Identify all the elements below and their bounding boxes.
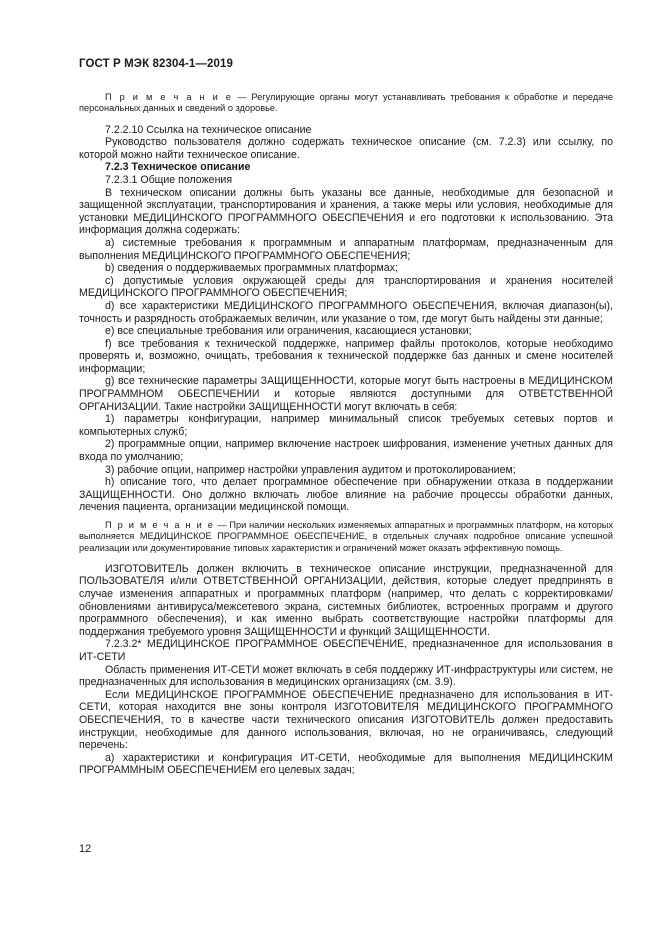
- note-label: П р и м е ч а н и е: [105, 92, 233, 102]
- paragraph: В техническом описании должны быть указаны все данные, необходимые для безопасной и защищенной эксплуатации, транспортирования и хранения, а также меры или условия, необходимые для установки МЕДИЦИНСКОГО ПРОГРАММНОГО ОБЕСПЕЧЕНИЯ и его подготовки к использованию. Эта информация должна содержать:: [79, 186, 613, 237]
- paragraph: Область применения ИТ-СЕТИ может включать в себя поддержку ИТ-инфраструктуры или систем, не предназначенных для использования в медицинских организациях (см. 3.9).: [79, 663, 613, 689]
- note-text: — При наличии нескольких изменяемых аппаратных и программных платформ, на которых выполняется МЕДИЦИНСКОЕ ПРОГРАММНОЕ ОБЕСПЕЧЕНИЕ, в отдельных случаях подробное описание успешной реализации или документирование типовых характеристик и ограничений может оказать эффективную помощь.: [79, 520, 613, 553]
- section-heading: 7.2.2.10 Ссылка на техническое описание: [105, 123, 312, 136]
- list-subitem: 3) рабочие опции, например настройки управления аудитом и протоколированием;: [105, 463, 516, 476]
- list-item: c) допустимые условия окружающей среды для транспортирования и хранения носителей МЕДИЦИНСКОГО ПРОГРАММНОГО ОБЕСПЕЧЕНИЯ;: [79, 274, 613, 300]
- document-header: ГОСТ Р МЭК 82304-1—2019: [79, 58, 233, 70]
- section-heading-bold: 7.2.3 Техническое описание: [105, 161, 251, 174]
- list-item: h) описание того, что делает программное обеспечение при обнаружении отказа в поддержании ЗАЩИЩЕННОСТИ. Оно должно включать любое влияние на рабочие процессы обработки данных, лечения пациента, организации медицинской помощи.: [79, 476, 613, 514]
- list-item: b) сведения о поддерживаемых программных платформах;: [105, 262, 398, 275]
- paragraph: ИЗГОТОВИТЕЛЬ должен включить в техническое описание инструкции, предназначенной для ПОЛЬЗОВАТЕЛЯ и/или ОТВЕТСТВЕННОЙ ОРГАНИЗАЦИИ, действия, которые следует предпринять в случае изменения аппаратных и программных платформ (например, что делать с корректировками/обновлениями антивируса/межсетевого экрана, системных библиотек, встроенных программ и другого программного обеспечения), и как именно выбрать соответствующие настройки платформы для поддержания требуемого уровня ЗАЩИЩЕННОСТИ и функций ЗАЩИЩЕННОСТИ.: [79, 562, 613, 638]
- list-item: а) системные требования к программным и аппаратным платформам, предназначенным для выполнения МЕДИЦИНСКОГО ПРОГРАММНОГО ОБЕСПЕЧЕНИЯ;: [79, 236, 613, 262]
- list-item: g) все технические параметры ЗАЩИЩЕННОСТИ, которые могут быть настроены в МЕДИЦИНСКОМ ПРОГРАММНОМ ОБЕСПЕЧЕНИИ и которые являются доступными для ОТВЕТСТВЕННОЙ ОРГАНИЗАЦИИ. Такие настройки ЗАЩИЩЕННОСТИ могут включать в себя:: [79, 375, 613, 413]
- paragraph: Руководство пользователя должно содержать техническое описание (см. 7.2.3) или ссылку, по которой можно найти техническое описание.: [79, 136, 613, 161]
- list-item: e) все специальные требования или ограничения, касающиеся установки;: [105, 325, 472, 338]
- section-heading: 7.2.3.1 Общие положения: [105, 173, 233, 186]
- paragraph: Если МЕДИЦИНСКОЕ ПРОГРАММНОЕ ОБЕСПЕЧЕНИЕ предназначено для использования в ИТ-СЕТИ, которая находится вне зоны контроля ИЗГОТОВИТЕЛЯ МЕДИЦИНСКОГО ПРОГРАММНОГО ОБЕСПЕЧЕНИЯ, то в качестве части технического описания ИЗГОТОВИТЕЛЬ должен предоставить инструкции, необходимые для данного использования, включая, но не ограничиваясь, следующий перечень:: [79, 688, 613, 752]
- list-item: а) характеристики и конфигурация ИТ-СЕТИ, необходимые для выполнения МЕДИЦИНСКИМ ПРОГРАММНЫМ ОБЕСПЕЧЕНИЕМ его целевых задач;: [79, 751, 613, 777]
- section-heading: 7.2.3.2* МЕДИЦИНСКОЕ ПРОГРАММНОЕ ОБЕСПЕЧЕНИЕ, предназначенное для использования в ИТ-СЕТИ: [79, 638, 613, 664]
- list-item: d) все характеристики МЕДИЦИНСКОГО ПРОГРАММНОГО ОБЕСПЕЧЕНИЯ, включая диапазон(ы), точность и разрядность отображаемых величин, или указание о том, где могут быть найдены эти данные;: [79, 299, 613, 325]
- note-platforms: [79, 520, 613, 554]
- page-number: 12: [79, 843, 92, 855]
- document-body: [79, 92, 613, 777]
- list-item: f) все требования к технической поддержке, например файлы протоколов, которые необходимо проверять и, возможно, очищать, требования к технической поддержке баз данных и смене носителей информации;: [79, 337, 613, 375]
- list-subitem: 2) программные опции, например включение настроек шифрования, изменение учетных данных для входа по умолчанию;: [79, 438, 613, 464]
- note-regulatory: [79, 92, 613, 115]
- note-text: — Регулирующие органы могут устанавливать требования к обработке и передаче персональных данных и сведений о здоровье.: [79, 92, 614, 114]
- note-label: П р и м е ч а н и е: [105, 520, 215, 530]
- list-subitem: 1) параметры конфигурации, например минимальный список требуемых сетевых портов и компьютерных служб;: [79, 413, 613, 438]
